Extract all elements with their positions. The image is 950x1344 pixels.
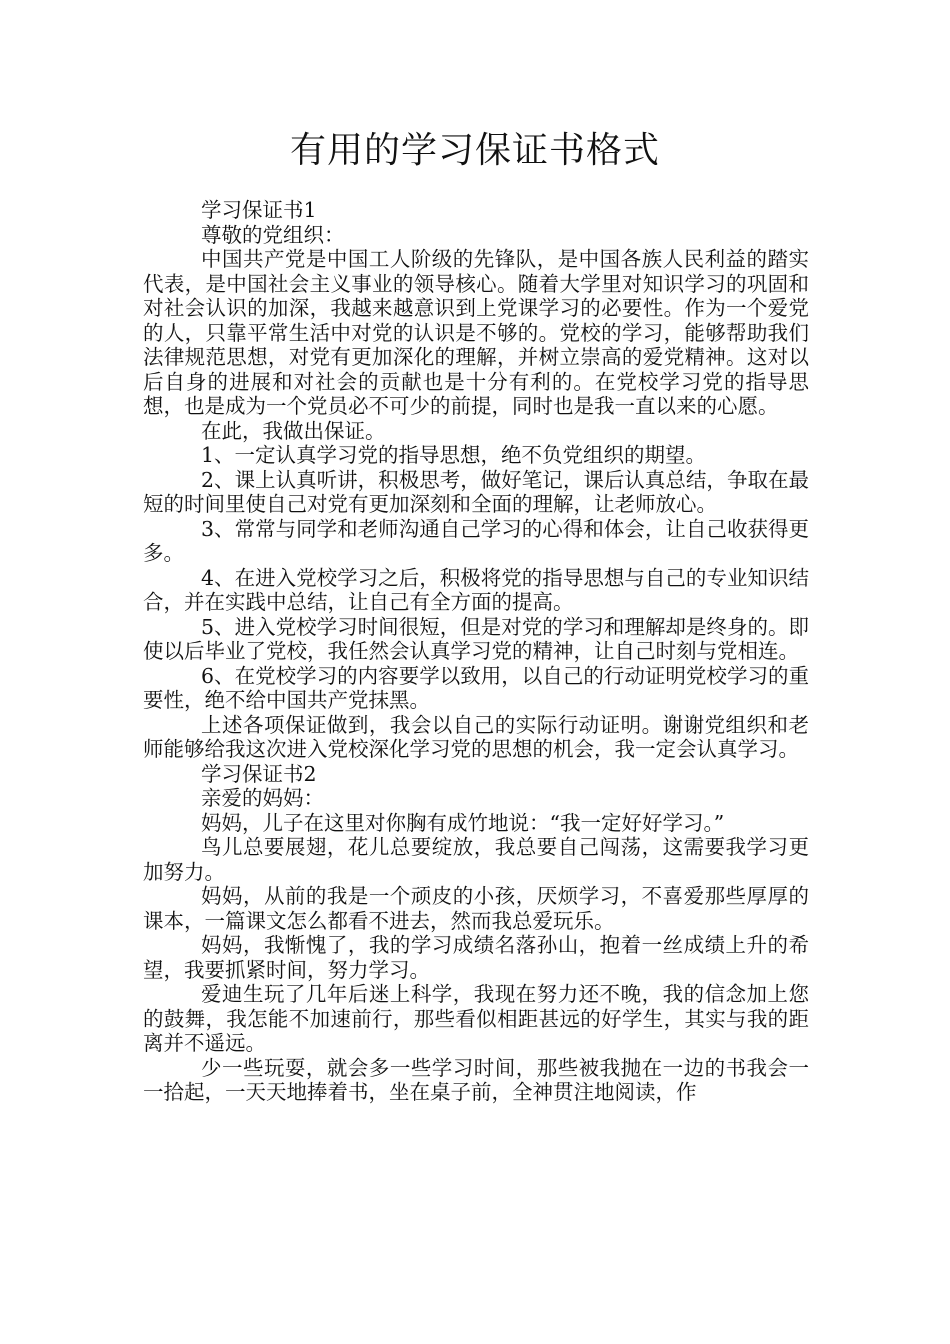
body-paragraph: 鸟儿总要展翅，花儿总要绽放，我总要自己闯荡，这需要我学习更加努力。 [143, 835, 809, 884]
pledge-item-3: 3、常常与同学和老师沟通自己学习的心得和体会，让自己收获得更多。 [143, 516, 809, 565]
pledge-item-6: 6、在党校学习的内容要学以致用，以自己的行动证明党校学习的重要性，绝不给中国共产党抹黑。 [143, 663, 809, 712]
salutation-letter-1: 尊敬的党组织： [201, 222, 345, 247]
body-paragraph: 爱迪生玩了几年后迷上科学，我现在努力还不晚，我的信念加上您的鼓舞，我怎能不加速前行，那些看似相距甚远的好学生，其实与我的距离并不遥远。 [143, 982, 809, 1055]
body-paragraph: 在此，我做出保证。 [201, 418, 386, 443]
body-paragraph: 上述各项保证做到，我会以自己的实际行动证明。谢谢党组织和老师能够给我这次进入党校深化学习党的思想的机会，我一定会认真学习。 [143, 712, 809, 761]
document-body [143, 198, 809, 1105]
body-paragraph: 妈妈，从前的我是一个顽皮的小孩，厌烦学习，不喜爱那些厚厚的课本，一篇课文怎么都看不进去，然而我总爱玩乐。 [143, 884, 809, 933]
heading-letter-2: 学习保证书2 [201, 761, 317, 786]
body-paragraph: 中国共产党是中国工人阶级的先锋队，是中国各族人民利益的踏实代表，是中国社会主义事业的领导核心。随着大学里对知识学习的巩固和对社会认识的加深，我越来越意识到上党课学习的必要性。作为一个爱党的人，只靠平常生活中对党的认识是不够的。党校的学习，能够帮助我们法律规范思想，对党有更加深化的理解，并树立崇高的爱党精神。这对以后自身的进展和对社会的贡献也是十分有利的。在党校学习党的指导思想，也是成为一个党员必不可少的前提，同时也是我一直以来的心愿。 [143, 247, 809, 418]
body-paragraph: 妈妈，儿子在这里对你胸有成竹地说：“我一定好好学习。” [201, 810, 725, 835]
pledge-item-4: 4、在进入党校学习之后，积极将党的指导思想与自己的专业知识结合，并在实践中总结，让自己有全方面的提高。 [143, 565, 809, 614]
pledge-item-2: 2、课上认真听讲，积极思考，做好笔记，课后认真总结，争取在最短的时间里使自己对党有更加深刻和全面的理解，让老师放心。 [143, 467, 809, 516]
document-title: 有用的学习保证书格式 [289, 130, 660, 171]
heading-letter-1: 学习保证书1 [201, 198, 317, 222]
pledge-item-5: 5、进入党校学习时间很短，但是对党的学习和理解却是终身的。即使以后毕业了党校，我任然会认真学习党的精神，让自己时刻与党相连。 [143, 614, 809, 663]
body-paragraph: 少一些玩耍，就会多一些学习时间，那些被我抛在一边的书我会一一拾起，一天天地捧着书，坐在桌子前，全神贯注地阅读，作 [143, 1055, 809, 1104]
salutation-letter-2: 亲爱的妈妈： [201, 786, 324, 810]
pledge-item-1: 1、一定认真学习党的指导思想，绝不负党组织的期望。 [201, 443, 707, 467]
body-paragraph: 妈妈，我惭愧了，我的学习成绩名落孙山，抱着一丝成绩上升的希望，我要抓紧时间，努力学习。 [143, 933, 809, 982]
